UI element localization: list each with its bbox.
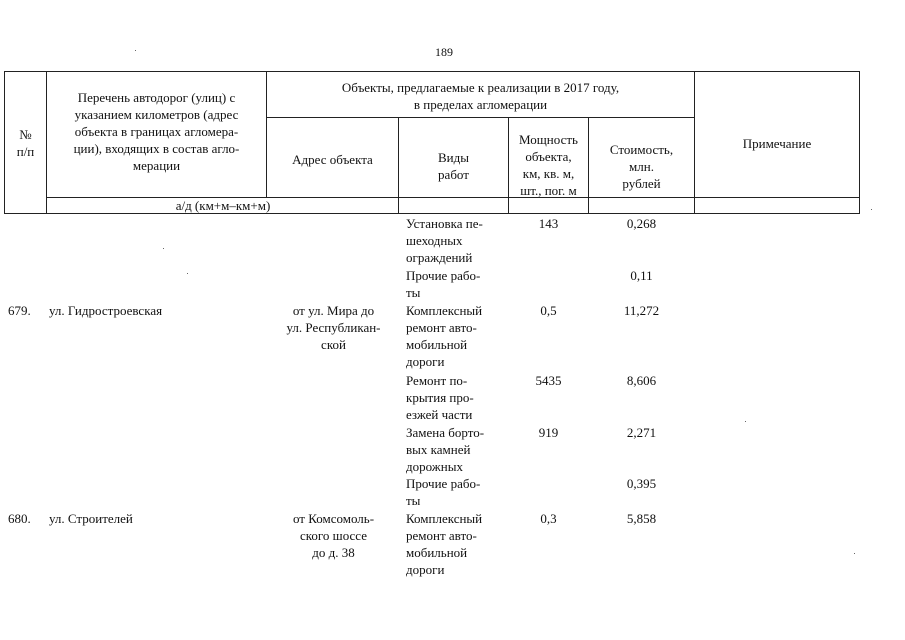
header-address: Адрес объекта bbox=[292, 152, 373, 167]
scan-speck bbox=[135, 50, 136, 51]
row-address: от Комсомоль- ского шоссе до д. 38 bbox=[292, 511, 375, 560]
scan-speck bbox=[163, 248, 164, 249]
row-work: Комплексный ремонт авто- мобильной дороги bbox=[406, 303, 483, 369]
row-capacity: 0,3 bbox=[540, 511, 557, 526]
header-top-border bbox=[4, 71, 860, 72]
row-work: Прочие рабо- ты bbox=[406, 268, 481, 300]
row-cost: 11,272 bbox=[623, 303, 660, 318]
header-cost: Стоимость, млн. рублей bbox=[609, 142, 674, 191]
header-works: Виды работ bbox=[438, 150, 469, 182]
row-cost: 8,606 bbox=[626, 373, 657, 388]
row-capacity: 143 bbox=[538, 216, 559, 231]
header-roads: Перечень автодорог (улиц) с указанием километров (адрес объекта в границах агломера- ции), входящих в состав агло- мерации bbox=[73, 90, 240, 173]
row-road: ул. Гидростроевская bbox=[49, 303, 163, 318]
row-capacity: 0,5 bbox=[540, 303, 557, 318]
row-work: Замена борто- вых камней дорожных bbox=[406, 425, 485, 474]
header-group-divider bbox=[266, 117, 694, 118]
row-work: Ремонт по- крытия про- езжей части bbox=[406, 373, 474, 422]
header-objects-group: Объекты, предлагаемые к реализации в 2017 году, в пределах агломерации bbox=[341, 80, 620, 112]
row-capacity: 919 bbox=[538, 425, 559, 440]
row-address: от ул. Мира до ул. Республикан- ской bbox=[286, 303, 381, 352]
row-road: ул. Строителей bbox=[49, 511, 133, 526]
row-work: Прочие рабо- ты bbox=[406, 476, 481, 508]
row-work: Установка пе- шеходных ограждений bbox=[406, 216, 483, 265]
row-cost: 0,395 bbox=[626, 476, 657, 491]
header-capacity: Мощность объекта, км, кв. м, шт., пог. м bbox=[519, 132, 578, 198]
row-cost: 0,268 bbox=[626, 216, 657, 231]
header-num: № п/п bbox=[16, 127, 35, 159]
scan-speck bbox=[854, 553, 855, 554]
header-note: Примечание bbox=[742, 136, 812, 151]
header-right-border bbox=[859, 71, 860, 214]
scan-speck bbox=[745, 421, 746, 422]
scan-speck bbox=[187, 273, 188, 274]
row-work: Комплексный ремонт авто- мобильной дороги bbox=[406, 511, 483, 577]
page-number: 189 bbox=[435, 45, 453, 59]
row-cost: 5,858 bbox=[626, 511, 657, 526]
row-num: 679. bbox=[8, 303, 31, 318]
row-num: 680. bbox=[8, 511, 31, 526]
row-cost: 0,11 bbox=[630, 268, 653, 283]
header-subheader-road: а/д (км+м–км+м) bbox=[175, 198, 271, 213]
row-cost: 2,271 bbox=[626, 425, 657, 440]
row-capacity: 5435 bbox=[535, 373, 562, 388]
scan-speck bbox=[871, 209, 872, 210]
